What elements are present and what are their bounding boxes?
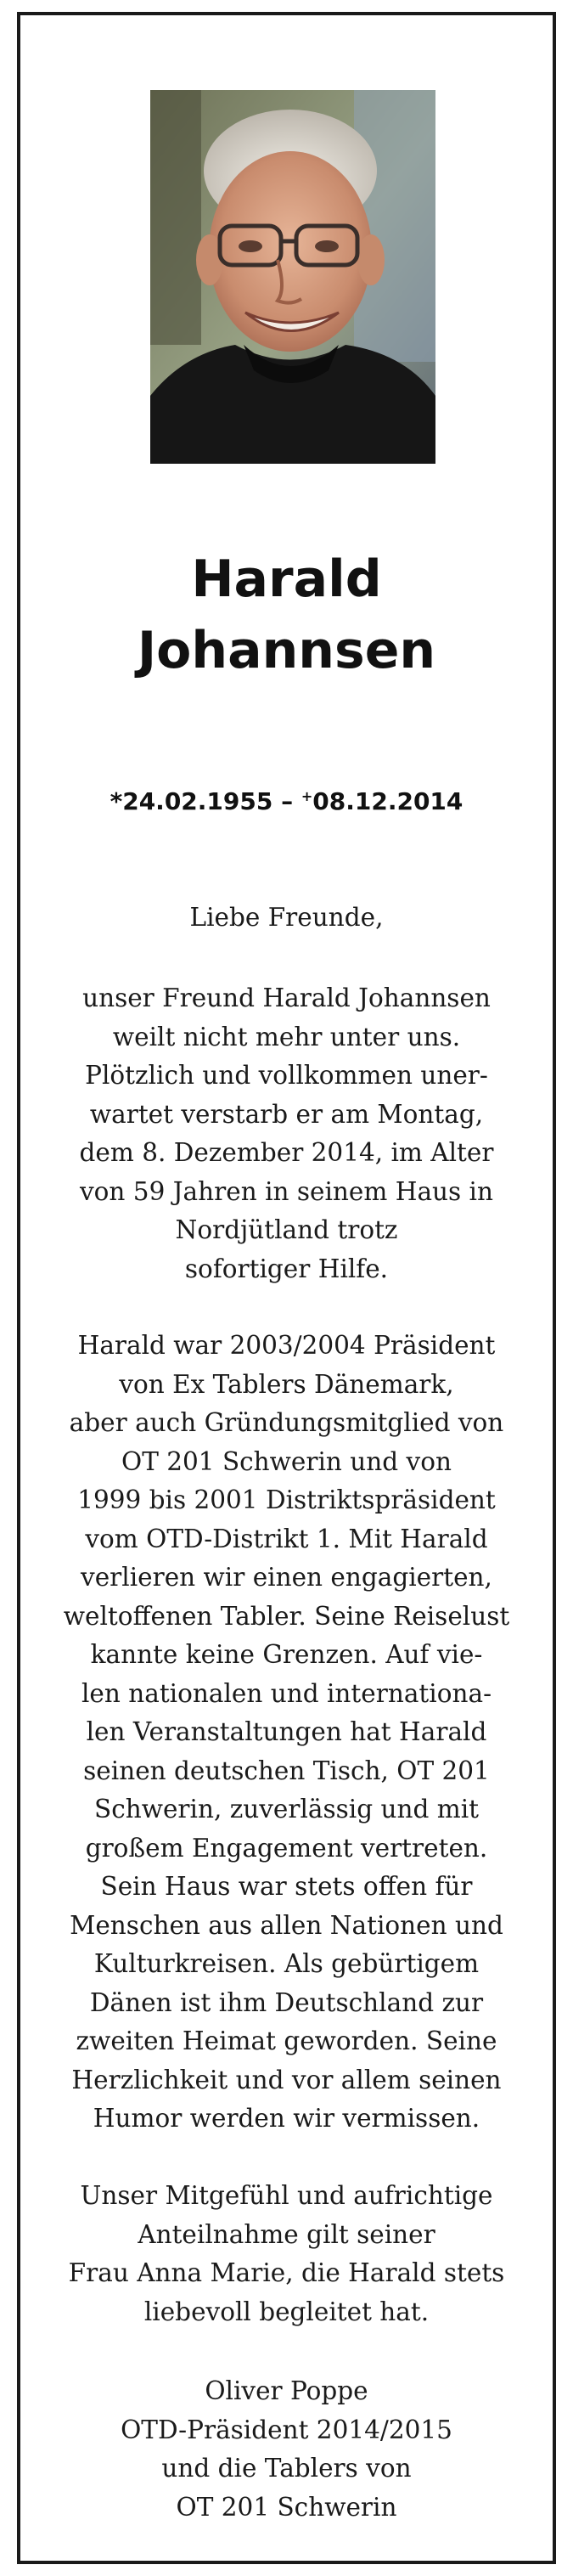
greeting xyxy=(20,899,553,938)
text-line: Kulturkreisen. Als gebürtigem xyxy=(93,1949,480,1978)
life-dates xyxy=(20,780,553,819)
last-name: Johannsen xyxy=(137,621,436,680)
text-line: liebevoll begleitet hat. xyxy=(143,2297,430,2326)
text-line: von Ex Tablers Dänemark, xyxy=(119,1369,454,1399)
signature-line: und die Tablers von xyxy=(161,2454,412,2483)
text-line: zweiten Heimat geworden. Seine xyxy=(76,2026,497,2055)
text-line: Humor werden wir vermissen. xyxy=(93,2104,480,2133)
text-line: vom OTD-Distrikt 1. Mit Harald xyxy=(85,1524,488,1553)
signature-line: Oliver Poppe xyxy=(205,2376,368,2405)
text-line: von 59 Jahren in seinem Haus in xyxy=(80,1176,493,1206)
text-line: kannte keine Grenzen. Auf vie- xyxy=(90,1640,483,1669)
text-line: weltoffenen Tabler. Seine Reiselust xyxy=(63,1601,510,1631)
signature-line: OTD-Präsident 2014/2015 xyxy=(121,2415,452,2444)
text-line: Unser Mitgefühl und aufrichtige xyxy=(80,2181,493,2210)
text-line: Anteilnahme gilt seiner xyxy=(138,2219,435,2249)
text-line: Schwerin, zuverlässig und mit xyxy=(93,1795,479,1823)
first-name: Harald xyxy=(191,550,382,609)
text-line: 1999 bis 2001 Distriktspräsident xyxy=(77,1485,496,1514)
text-line: Menschen aus allen Nationen und xyxy=(70,1910,503,1940)
death-date: 08.12.2014 xyxy=(312,787,463,815)
text-line: Plötzlich und vollkommen uner- xyxy=(85,1061,488,1090)
greeting-line: Liebe Freunde, xyxy=(189,903,384,932)
text-line: len Veranstaltungen hat Harald xyxy=(86,1717,487,1746)
paragraph-announcement xyxy=(20,979,553,1288)
text-line: Sein Haus war stets offen für xyxy=(100,1872,473,1901)
signature-block xyxy=(20,2372,553,2527)
death-symbol: + xyxy=(301,788,313,804)
text-line: unser Freund Harald Johannsen xyxy=(82,984,491,1012)
text-line: Herzlichkeit und vor allem seinen xyxy=(71,2065,502,2094)
portrait-photo xyxy=(150,90,435,464)
text-line: verlieren wir einen engagierten, xyxy=(81,1563,492,1592)
text-line: großem Engagement vertreten. xyxy=(85,1833,488,1863)
obituary-frame xyxy=(17,12,556,2564)
birth-date: *24.02.1955 xyxy=(110,787,273,815)
text-line: weilt nicht mehr unter uns. xyxy=(112,1022,461,1051)
deceased-name xyxy=(20,544,553,686)
date-separator: – xyxy=(272,787,301,815)
text-line: OT 201 Schwerin und von xyxy=(121,1446,452,1476)
text-line: Frau Anna Marie, die Harald stets xyxy=(68,2258,505,2287)
text-line: Dänen ist ihm Deutschland zur xyxy=(89,1987,484,2017)
paragraph-condolence xyxy=(20,2177,553,2331)
text-line: Nordjütland trotz xyxy=(175,1215,398,1244)
text-line: aber auch Gründungsmitglied von xyxy=(69,1408,504,1437)
text-line: wartet verstarb er am Montag, xyxy=(89,1099,484,1129)
text-line: sofortiger Hilfe. xyxy=(184,1254,389,1283)
signature-line: OT 201 Schwerin xyxy=(176,2492,397,2522)
text-line: Harald war 2003/2004 Präsident xyxy=(77,1331,496,1360)
paragraph-tribute xyxy=(20,1327,553,2139)
text-line: dem 8. Dezember 2014, im Alter xyxy=(79,1138,494,1167)
text-line: seinen deutschen Tisch, OT 201 xyxy=(83,1756,490,1785)
text-line: len nationalen und internationa- xyxy=(81,1678,492,1708)
